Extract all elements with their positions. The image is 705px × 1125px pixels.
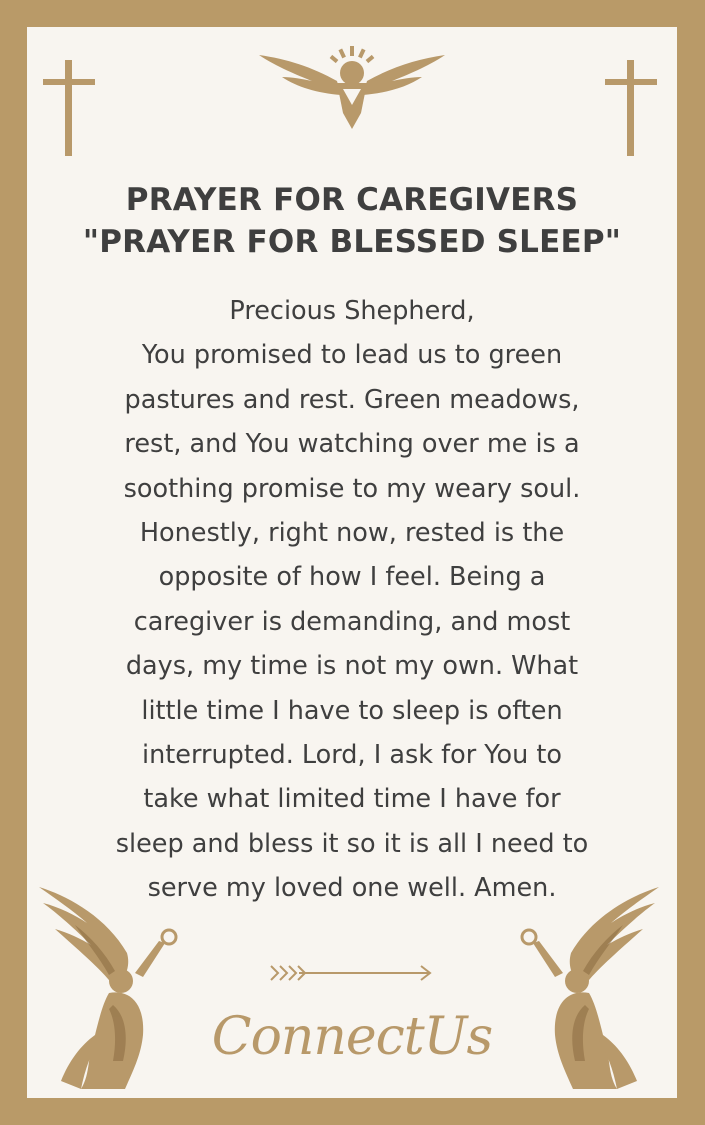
winged-sun-icon xyxy=(257,43,447,133)
cross-icon xyxy=(605,60,657,156)
prayer-line: serve my loved one well. Amen. xyxy=(147,873,557,904)
arrow-icon xyxy=(269,963,435,983)
prayer-line: interrupted. Lord, I ask for You to xyxy=(142,740,562,771)
cross-icon xyxy=(43,60,95,156)
prayer-line: take what limited time I have for xyxy=(143,784,561,815)
angel-icon xyxy=(35,885,185,1095)
angel-icon xyxy=(513,885,663,1095)
prayer-line: sleep and bless it so it is all I need to xyxy=(115,828,589,859)
prayer-text xyxy=(37,289,667,911)
title-line: "PRAYER FOR BLESSED SLEEP" xyxy=(82,224,622,260)
prayer-line: little time I have to sleep is often xyxy=(141,695,563,726)
prayer-card xyxy=(27,27,677,1098)
prayer-line: pastures and rest. Green meadows, xyxy=(124,384,580,415)
prayer-line: Precious Shepherd, xyxy=(229,296,475,326)
title-line: PRAYER FOR CAREGIVERS xyxy=(125,182,579,218)
prayer-line: You promised to lead us to green xyxy=(141,340,563,371)
prayer-line: Honestly, right now, rested is the xyxy=(139,518,565,549)
prayer-line: caregiver is demanding, and most xyxy=(133,606,571,637)
prayer-line: opposite of how I feel. Being a xyxy=(158,562,546,593)
page-title xyxy=(27,179,677,263)
connectus-logo: ConnectUs xyxy=(211,1007,493,1067)
prayer-line: days, my time is not my own. What xyxy=(125,651,579,682)
prayer-line: rest, and You watching over me is a xyxy=(124,429,580,460)
prayer-line: soothing promise to my weary soul. xyxy=(123,473,581,504)
